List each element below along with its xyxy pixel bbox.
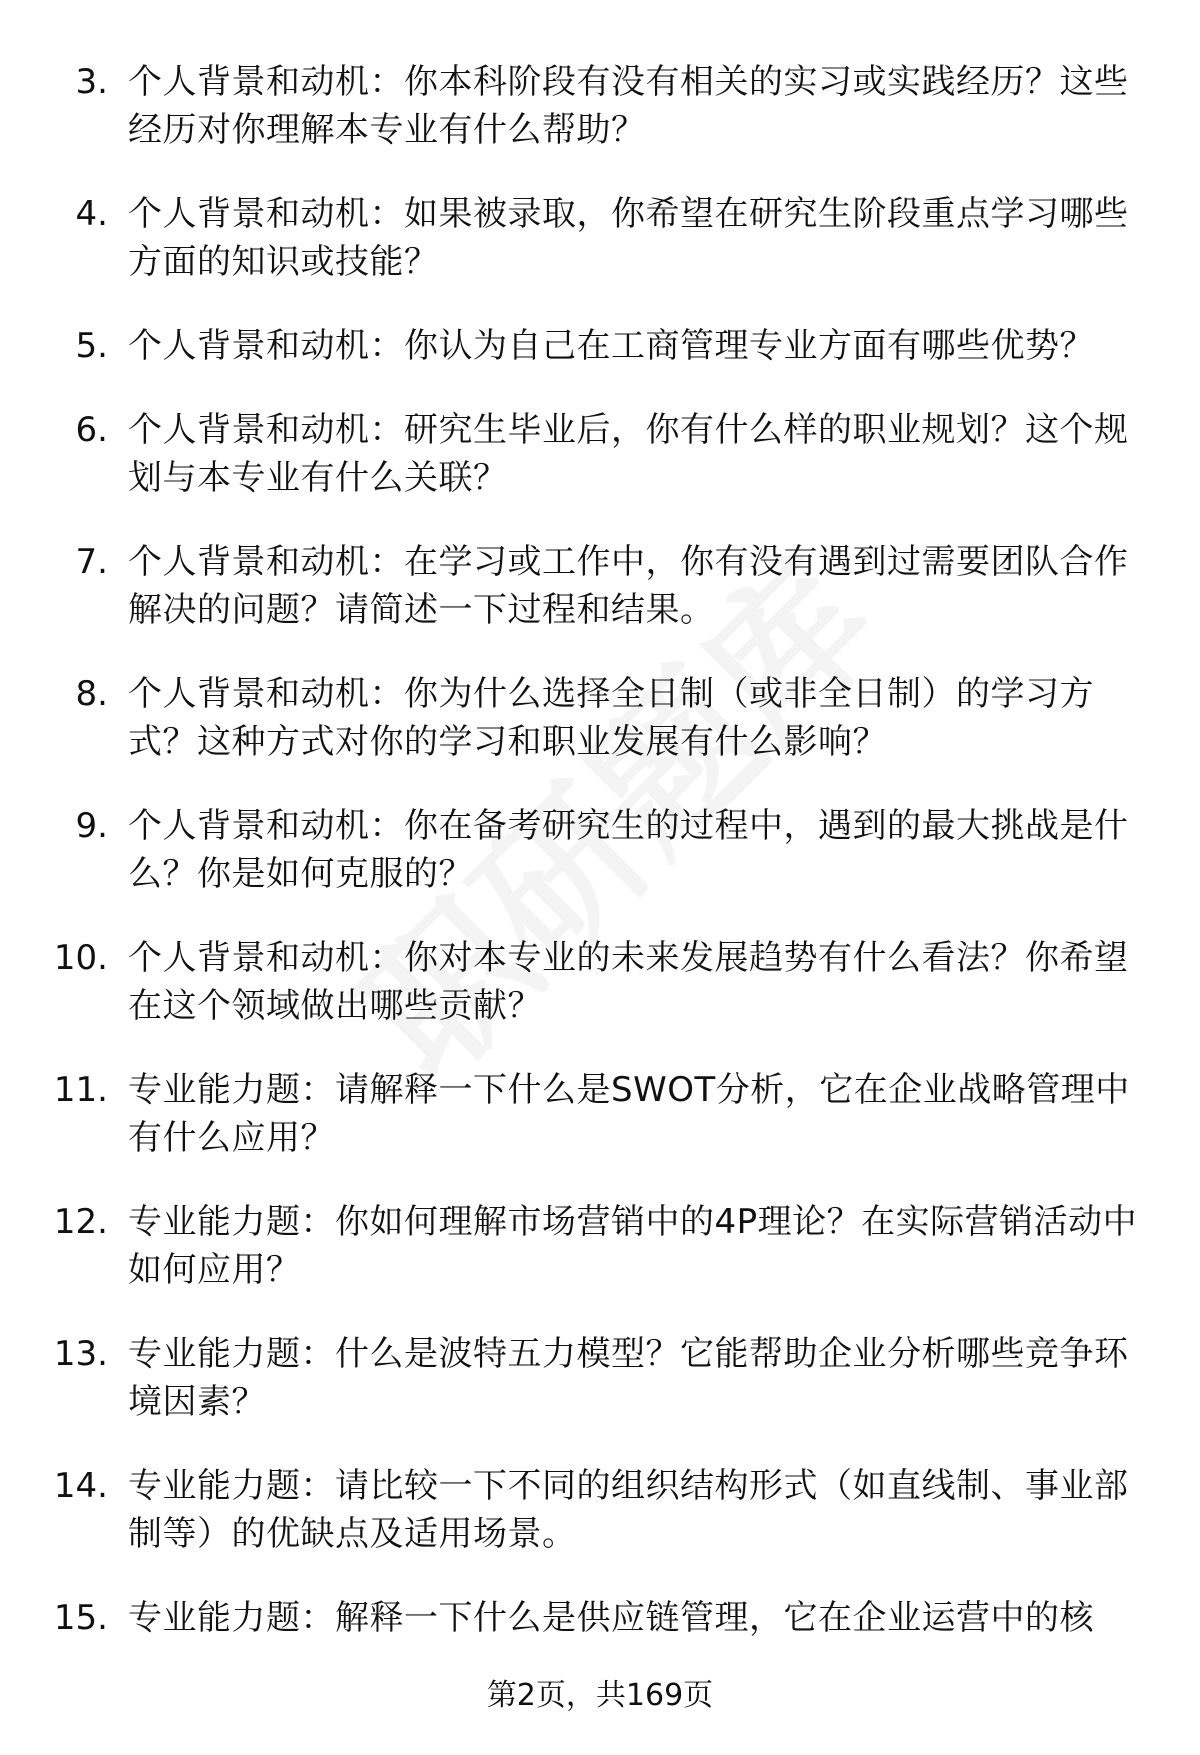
question-list: [0, 58, 1200, 1678]
question-text: 个人背景和动机：你认为自己在工商管理专业方面有哪些优势？: [128, 326, 1094, 366]
question-text: 个人背景和动机：如果被录取，你希望在研究生阶段重点学习哪些方面的知识或技能？: [128, 194, 1129, 282]
question-item: [0, 802, 1200, 898]
question-item: [0, 538, 1200, 634]
question-number: 9.: [75, 806, 108, 846]
question-item: [0, 190, 1200, 286]
question-text: 个人背景和动机：在学习或工作中，你有没有遇到过需要团队合作解决的问题？请简述一下过程和结果。: [128, 542, 1129, 630]
question-number: 3.: [75, 62, 108, 102]
question-item: [0, 406, 1200, 502]
question-text: 专业能力题：请比较一下不同的组织结构形式（如直线制、事业部制等）的优缺点及适用场景。: [128, 1466, 1129, 1554]
question-number: 11.: [53, 1070, 108, 1110]
question-text: 专业能力题：解释一下什么是供应链管理，它在企业运营中的核: [128, 1598, 1094, 1638]
question-number: 6.: [75, 410, 108, 450]
question-item: [0, 1462, 1200, 1558]
question-item: [0, 1594, 1200, 1641]
question-item: [0, 322, 1200, 369]
question-text: 个人背景和动机：研究生毕业后，你有什么样的职业规划？这个规划与本专业有什么关联？: [128, 410, 1129, 498]
question-item: [0, 1330, 1200, 1426]
question-item: [0, 1066, 1200, 1162]
question-text: 个人背景和动机：你为什么选择全日制（或非全日制）的学习方式？这种方式对你的学习和职业发展有什么影响？: [128, 674, 1094, 762]
question-number: 7.: [75, 542, 108, 582]
question-text: 个人背景和动机：你对本专业的未来发展趋势有什么看法？你希望在这个领域做出哪些贡献？: [128, 938, 1129, 1026]
question-number: 10.: [53, 938, 108, 978]
question-text: 专业能力题：请解释一下什么是SWOT分析，它在企业战略管理中有什么应用？: [128, 1070, 1130, 1158]
question-item: [0, 934, 1200, 1030]
question-item: [0, 670, 1200, 766]
question-text: 个人背景和动机：你在备考研究生的过程中，遇到的最大挑战是什么？你是如何克服的？: [128, 806, 1129, 894]
question-number: 4.: [75, 194, 108, 234]
question-number: 8.: [75, 674, 108, 714]
question-number: 12.: [53, 1202, 108, 1242]
question-item: [0, 58, 1200, 154]
question-text: 个人背景和动机：你本科阶段有没有相关的实习或实践经历？这些经历对你理解本专业有什么帮助？: [128, 62, 1129, 150]
question-number: 5.: [75, 326, 108, 366]
page-footer: 第2页，共169页: [486, 1678, 714, 1713]
question-number: 13.: [53, 1334, 108, 1374]
question-number: 15.: [53, 1598, 108, 1638]
question-text: 专业能力题：什么是波特五力模型？它能帮助企业分析哪些竞争环境因素？: [128, 1334, 1129, 1422]
question-item: [0, 1198, 1200, 1294]
question-text: 专业能力题：你如何理解市场营销中的4P理论？在实际营销活动中如何应用？: [128, 1202, 1138, 1290]
question-number: 14.: [53, 1466, 108, 1506]
